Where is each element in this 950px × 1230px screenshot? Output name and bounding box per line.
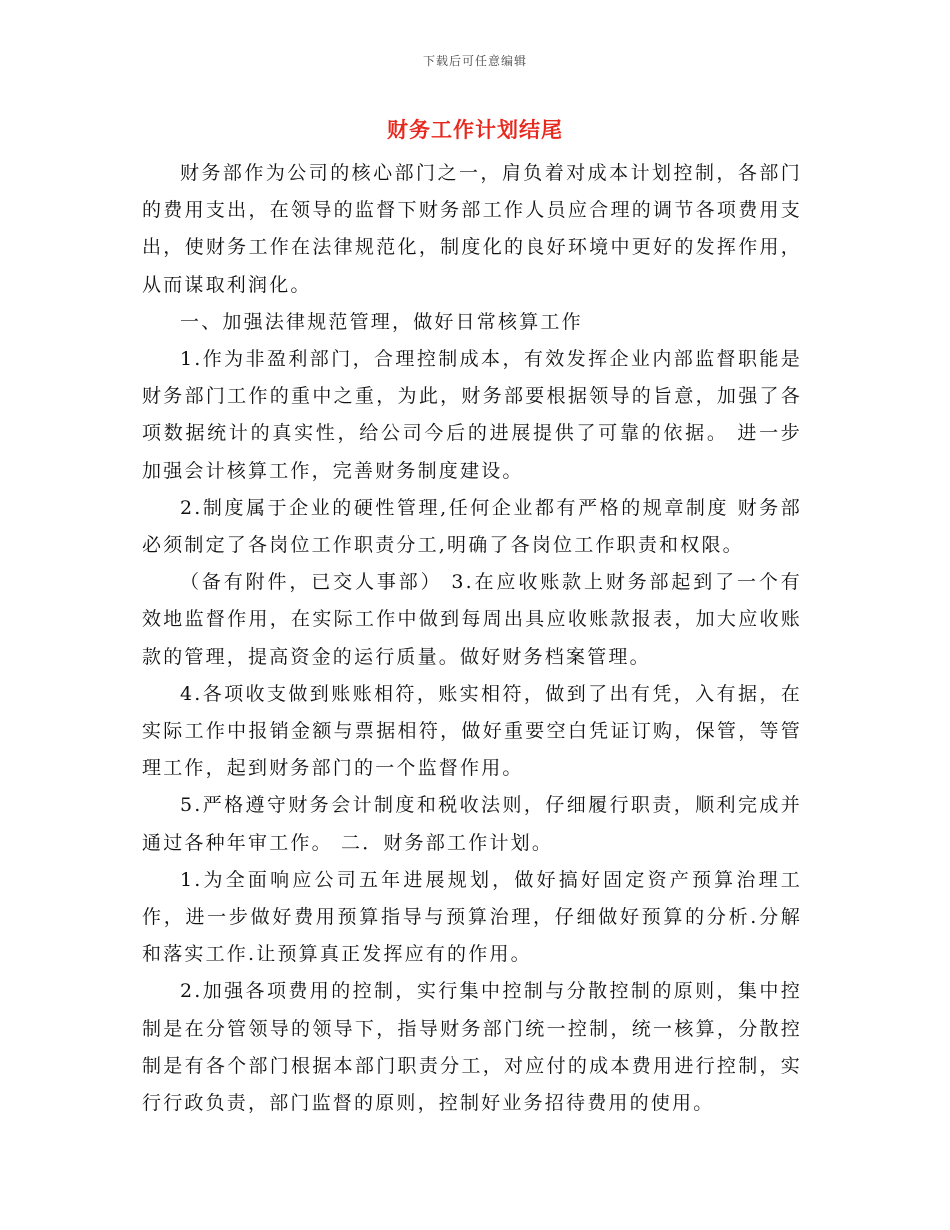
body-paragraph: 1.为全面响应公司五年进展规划，做好搞好固定资产预算治理工作，进一步做好费用预算指导与预算治理，仔细做好预算的分析.分解和落实工作.让预算真正发挥应有的作用。 [142,868,802,966]
intro-paragraph: 财务部作为公司的核心部门之一，肩负着对成本计划控制，各部门的费用支出，在领导的监督下财务部工作人员应合理的调节各项费用支出，使财务工作在法律规范化，制度化的良好环境中更好的发挥作用，从而谋取利润化。 [142,162,802,296]
document-title: 财务工作计划结尾 [387,117,563,142]
body-paragraph: 4.各项收支做到账账相符，账实相符，做到了出有凭，入有据，在实际工作中报销金额与票据相符，做好重要空白凭证订购，保管，等管理工作，起到财务部门的一个监督作用。 [142,682,802,780]
document-body [142,155,802,1122]
page-header-note: 下载后可任意编辑 [422,54,527,68]
body-paragraph: 5.严格遵守财务会计制度和税收法则，仔细履行职责，顺利完成并通过各种年审工作。 二．财务部工作计划。 [142,794,802,854]
body-paragraph: （备有附件，已交人事部） 3.在应收账款上财务部起到了一个有效地监督作用，在实际工作中做到每周出具应收账款报表，加大应收账款的管理，提高资金的运行质量。做好财务档案管理。 [142,571,802,668]
body-paragraph: 2.加强各项费用的控制，实行集中控制与分散控制的原则，集中控制是在分管领导的领导下，指导财务部门统一控制，统一核算，分散控制是有各个部门根据本部门职责分工，对应付的成本费用进行控制，实行行政负责，部门监督的原则，控制好业务招待费用的使用。 [142,980,802,1115]
section-heading-1: 一、加强法律规范管理，做好日常核算工作 [180,310,583,333]
body-paragraph: 1.作为非盈利部门，合理控制成本，有效发挥企业内部监督职能是财务部门工作的重中之重，为此，财务部要根据领导的旨意，加强了各项数据统计的真实性，给公司今后的进展提供了可靠的依据。 进一步加强会计核算工作，完善财务制度建设。 [142,348,802,482]
body-paragraph: 2.制度属于企业的硬性管理,任何企业都有严格的规章制度 财务部必须制定了各岗位工作职责分工,明确了各岗位工作职责和权限。 [142,496,802,557]
